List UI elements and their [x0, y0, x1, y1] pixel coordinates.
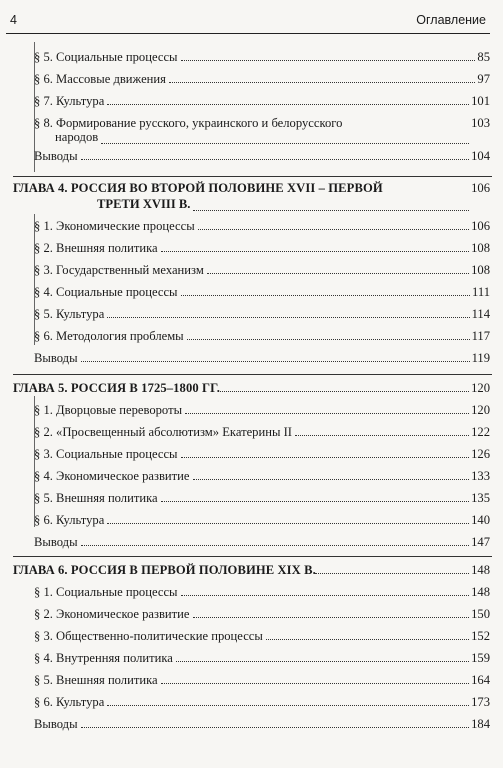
dot-leader — [198, 229, 469, 230]
dot-leader — [107, 317, 469, 318]
toc-entry[interactable] — [0, 260, 503, 282]
toc-page-number: 122 — [471, 425, 490, 439]
dot-leader — [185, 413, 469, 414]
toc-entry[interactable] — [0, 510, 503, 532]
running-title: Оглавление — [416, 13, 486, 27]
toc-chapter[interactable] — [0, 178, 503, 214]
toc-entry-title: § 6. Культура — [34, 695, 105, 709]
toc-entry[interactable] — [0, 532, 503, 554]
toc-entry-title: § 2. Экономическое развитие — [34, 607, 190, 621]
toc-entry-title: § 1. Социальные процессы — [34, 585, 178, 599]
toc-entry-title: Выводы — [34, 717, 78, 731]
dot-leader — [220, 391, 469, 392]
dot-leader — [81, 159, 470, 160]
toc-entry-title: § 3. Общественно-политические процессы — [34, 629, 263, 643]
toc-page-number: 85 — [477, 50, 490, 64]
toc-page-number: 120 — [471, 381, 490, 395]
toc-entry[interactable] — [0, 47, 503, 69]
toc-page-number: 133 — [471, 469, 490, 483]
toc-entry[interactable] — [0, 91, 503, 113]
toc-entry-title: § 4. Социальные процессы — [34, 285, 178, 299]
toc-entry[interactable] — [0, 466, 503, 488]
dot-leader — [101, 143, 469, 144]
toc-entry-title: § 5. Внешняя политика — [34, 491, 158, 505]
toc-entry-title-continued: народов — [55, 130, 99, 144]
dot-leader — [181, 595, 470, 596]
toc-page-number: 148 — [471, 563, 490, 577]
toc-entry-title: Выводы — [34, 351, 78, 365]
toc-entry-title: § 3. Государственный механизм — [34, 263, 204, 277]
toc-page-number: 120 — [471, 403, 490, 417]
chapter-separator — [13, 176, 492, 177]
toc-entry-title: ГЛАВА 5. РОССИЯ В 1725–1800 ГГ. — [13, 381, 221, 395]
dot-leader — [193, 479, 470, 480]
dot-leader — [81, 545, 470, 546]
toc-entry[interactable] — [0, 444, 503, 466]
dot-leader — [169, 82, 475, 83]
toc-entry-title: ГЛАВА 4. РОССИЯ ВО ВТОРОЙ ПОЛОВИНЕ XVII – ПЕРВОЙ — [13, 181, 383, 195]
toc-entry-title: ГЛАВА 6. РОССИЯ В ПЕРВОЙ ПОЛОВИНЕ XIX В. — [13, 563, 316, 577]
dot-leader — [181, 60, 476, 61]
toc-page-number: 108 — [471, 241, 490, 255]
toc-page-number: 104 — [471, 149, 490, 163]
dot-leader — [295, 435, 469, 436]
toc-entry[interactable] — [0, 604, 503, 626]
toc-page-number: 140 — [471, 513, 490, 527]
toc-page-number: 106 — [471, 219, 490, 233]
toc-entry-title: § 6. Культура — [34, 513, 105, 527]
toc-entry[interactable] — [0, 216, 503, 238]
toc-entry[interactable] — [0, 422, 503, 444]
toc-entry-title: Выводы — [34, 149, 78, 163]
toc-entry-title: § 1. Дворцовые перевороты — [34, 403, 183, 417]
toc-entry[interactable] — [0, 692, 503, 714]
toc-entry-title: § 5. Внешняя политика — [34, 673, 158, 687]
toc-entry-title: § 8. Формирование русского, украинского и белорусского — [34, 116, 343, 130]
toc-entry-title: § 6. Методология проблемы — [34, 329, 184, 343]
dot-leader — [315, 573, 469, 574]
toc-page-number: 101 — [471, 94, 490, 108]
toc-page-number: 119 — [471, 351, 490, 365]
toc-page-number: 111 — [472, 285, 490, 299]
toc-chapter[interactable] — [0, 560, 503, 582]
toc-page-number: 164 — [471, 673, 490, 687]
dot-leader — [207, 273, 469, 274]
toc-entry-title: § 4. Внутренняя политика — [34, 651, 173, 665]
toc-entry[interactable] — [0, 348, 503, 370]
toc-page-number: 97 — [477, 72, 490, 86]
toc-entry[interactable] — [0, 326, 503, 348]
toc-entry-title: § 5. Культура — [34, 307, 105, 321]
toc-entry[interactable] — [0, 714, 503, 736]
page-number: 4 — [10, 13, 17, 27]
toc-entry-title: § 1. Экономические процессы — [34, 219, 195, 233]
toc-entry-title-continued: ТРЕТИ XVIII В. — [97, 197, 191, 211]
toc-page-number: 173 — [471, 695, 490, 709]
toc-entry[interactable] — [0, 69, 503, 91]
toc-entry-title: § 4. Экономическое развитие — [34, 469, 190, 483]
toc-entry[interactable] — [0, 238, 503, 260]
toc-page-number: 159 — [471, 651, 490, 665]
toc-entry[interactable] — [0, 626, 503, 648]
toc-entry[interactable] — [0, 304, 503, 326]
toc-page-number: 135 — [471, 491, 490, 505]
toc-entry-title: § 6. Массовые движения — [34, 72, 166, 86]
toc-page-number: 103 — [471, 116, 490, 130]
dot-leader — [107, 705, 469, 706]
dot-leader — [187, 339, 470, 340]
dot-leader — [107, 104, 469, 105]
toc-chapter[interactable] — [0, 378, 503, 400]
toc-entry[interactable] — [0, 582, 503, 604]
dot-leader — [107, 523, 469, 524]
dot-leader — [193, 617, 470, 618]
toc-entry[interactable] — [0, 648, 503, 670]
toc-page-number: 150 — [471, 607, 490, 621]
toc-page-number: 108 — [471, 263, 490, 277]
dot-leader — [161, 251, 470, 252]
toc-page-number: 152 — [471, 629, 490, 643]
dot-leader — [266, 639, 469, 640]
toc-page-number: 126 — [471, 447, 490, 461]
toc-page-number: 114 — [471, 307, 490, 321]
toc-entry[interactable] — [0, 400, 503, 422]
toc-page-number: 117 — [471, 329, 490, 343]
toc-entry[interactable] — [0, 282, 503, 304]
dot-leader — [176, 661, 469, 662]
dot-leader — [193, 210, 469, 211]
dot-leader — [181, 457, 470, 458]
chapter-separator — [13, 374, 492, 375]
toc-page-number: 184 — [471, 717, 490, 731]
toc-entry-title: § 2. Внешняя политика — [34, 241, 158, 255]
toc-entry[interactable] — [0, 670, 503, 692]
toc-page-number: 147 — [471, 535, 490, 549]
dot-leader — [161, 501, 470, 502]
toc-entry-title: Выводы — [34, 535, 78, 549]
chapter-separator — [13, 556, 492, 557]
dot-leader — [181, 295, 471, 296]
toc-page-number: 148 — [471, 585, 490, 599]
dot-leader — [81, 361, 470, 362]
toc-entry[interactable] — [0, 146, 503, 168]
toc-entry-title: § 3. Социальные процессы — [34, 447, 178, 461]
toc-entry[interactable] — [0, 488, 503, 510]
toc-entry-title: § 7. Культура — [34, 94, 105, 108]
dot-leader — [161, 683, 470, 684]
toc-entry-title: § 2. «Просвещенный абсолютизм» Екатерины II — [34, 425, 292, 439]
toc-entry[interactable] — [0, 113, 503, 149]
toc-entry-title: § 5. Социальные процессы — [34, 50, 178, 64]
toc-page-number: 106 — [471, 181, 490, 195]
dot-leader — [81, 727, 470, 728]
